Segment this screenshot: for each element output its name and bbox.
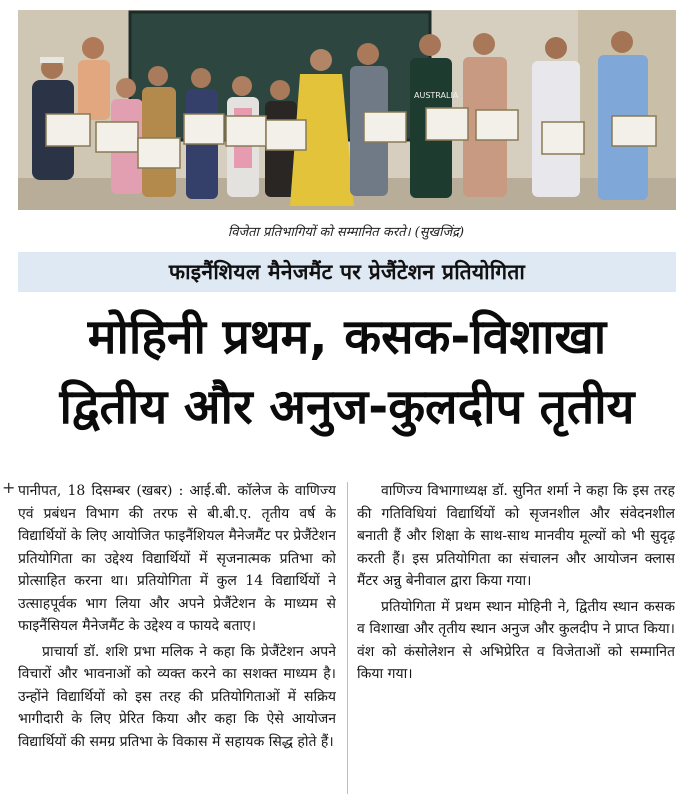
article-paragraph bbox=[18, 480, 336, 638]
kicker-text: फाइनैंशियल मैनेजमैंट पर प्रेजैंटेशन प्रतियोगिता bbox=[168, 260, 526, 284]
headline-line-1: मोहिनी प्रथम, कसक-विशाखा bbox=[87, 309, 607, 365]
article-column-right bbox=[357, 480, 675, 798]
article-column-left bbox=[18, 480, 336, 798]
column-divider bbox=[347, 482, 348, 794]
jersey-text: AUSTRALIA bbox=[414, 91, 459, 100]
article-paragraph-4: प्रतियोगिता में प्रथम स्थान मोहिनी ने, द्वितीय स्थान कसक व विशाखा और तृतीय स्थान अनुज और कुलदीप ने प्राप्त किया। वंश को कंसोलेशन से अभिप्रेरित व विजेताओं को सम्मानित किया गया। bbox=[357, 598, 675, 682]
photo-caption: विजेता प्रतिभागियों को सम्मानित करते। (सुखजिंद्र) bbox=[227, 225, 465, 240]
article-paragraph-2: प्राचार्या डॉ. शशि प्रभा मलिक ने कहा कि प्रेजैंटेशन अपने विचारों और भावनाओं को व्यक्त करने का सशक्त माध्यम है। उन्होंने विद्यार्थियों को इस तरह की प्रतियोगिताओं में सक्रिय भागीदारी के लिए प्रेरित किया और कहा कि ऐसे आयोजन विद्यार्थियों की समग्र प्रतिभा के विकास में सहायक सिद्ध होते हैं। bbox=[18, 643, 336, 750]
headline bbox=[18, 302, 676, 442]
crop-mark: + bbox=[2, 478, 16, 497]
article-paragraph-3: वाणिज्य विभागाध्यक्ष डॉ. सुनित शर्मा ने कहा कि इस तरह की गतिविधियां विद्यार्थियों को सृजनशील और संवेदनशील बनाती हैं और शिक्षा के साथ-साथ मानवीय मूल्यों को भी सुदृढ़ करती हैं। इस प्रतियोगिता का संचालन और आयोजन क्लास मैंटर अन्नु बेनीवाल द्वारा किया गया। bbox=[357, 483, 675, 589]
dateline: पानीपत, 18 दिसम्बर (खबर) : bbox=[18, 483, 184, 499]
article-paragraph-1: आई.बी. कॉलेज के वाणिज्य एवं प्रबंधन विभाग की तरफ से बी.बी.ए. तृतीय वर्ष के विद्यार्थियों के लिए आयोजित फाइनैंशियल मैनेजमैंट पर प्रेजैंटेशन प्रतियोगिता का उद्देश्य विद्यार्थियों में सृजनात्मक प्रतिभा को प्रोत्साहित करना था। प्रतियोगिता में कुल 14 विद्यार्थियों ने उत्साहपूर्वक भाग लिया और अपने प्रेजैंटेशन के माध्यम से फाइनैंसियल मैनेजमैंट के उद्देश्य व फायदे बताए। bbox=[18, 483, 336, 634]
group-photo bbox=[18, 10, 676, 210]
kicker-band bbox=[18, 252, 676, 292]
headline-line-2: द्वितीय और अनुज-कुलदीप तृतीय bbox=[59, 379, 635, 435]
